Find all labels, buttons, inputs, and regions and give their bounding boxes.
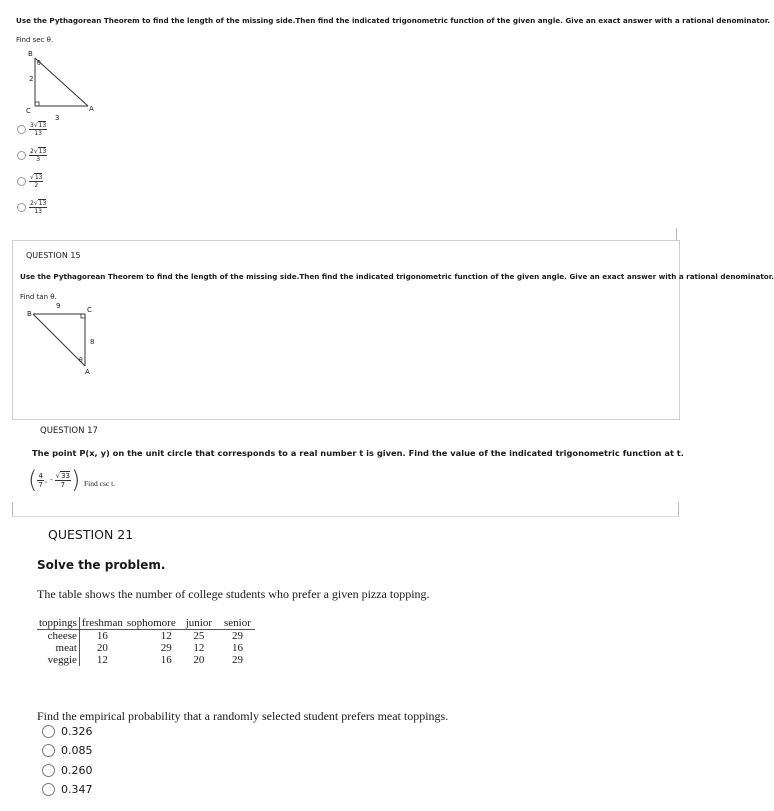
table-header: senior [220, 617, 255, 630]
q21-table [37, 617, 255, 666]
q15-angle-label: θ [79, 357, 83, 364]
table-cell: 12 [160, 630, 172, 642]
separator-tick-right [678, 502, 679, 516]
q14-side-vertical: 2 [29, 75, 34, 83]
q14-option-2-radio[interactable] [17, 151, 26, 160]
q14-side-horizontal: 3 [55, 114, 60, 122]
q21-option-2-radio[interactable] [42, 744, 55, 757]
q21-intro: The table shows the number of college students who prefer a given pizza topping. [37, 587, 430, 601]
q17-prompt: Find csc t. [84, 479, 116, 488]
separator-tick-left [12, 502, 13, 516]
q21-option-3-label: 0.260 [61, 764, 93, 777]
q14-vertex-a: A [89, 105, 94, 113]
table-header: junior [178, 617, 220, 630]
table-header: sophomore [126, 617, 176, 629]
q15-vertex-c: C [87, 306, 92, 314]
q15-side-vertical: 8 [90, 338, 95, 346]
q14-option-3-radio[interactable] [17, 177, 26, 186]
q15-header: QUESTION 15 [26, 251, 81, 260]
q15-panel [12, 240, 680, 420]
q14-prompt: Find sec θ. [16, 36, 54, 44]
q15-hypotenuse-line [33, 314, 85, 366]
table-cell: 16 [160, 654, 172, 666]
q21-option-1-radio[interactable] [42, 725, 55, 738]
q14-vertex-top: B [28, 50, 33, 58]
table-header: freshman [79, 617, 124, 630]
q21-option-4-radio[interactable] [42, 783, 55, 796]
table-row-label: cheese [37, 630, 79, 643]
separator-line [12, 516, 679, 517]
q17-point: ( $\frac{4}{7}$ , - $\frac{√33}{7}$ ) [28, 466, 81, 494]
q14-hypotenuse-line [35, 58, 88, 106]
table-row-label: meat [37, 642, 79, 654]
q14-option-1-radio[interactable] [17, 125, 26, 134]
q15-instruction: Use the Pythagorean Theorem to find the length of the missing side.Then find the indicated trigonometric function of the given angle. Give an exact answer with a rational denominator. [20, 272, 774, 281]
q15-prompt: Find tan θ. [20, 293, 57, 301]
table-cell: 12 [96, 654, 108, 666]
table-cell: 20 [96, 642, 108, 654]
table-cell: 29 [160, 642, 172, 654]
table-cell: 12 [193, 642, 205, 654]
q14-angle-label: θ [37, 60, 41, 67]
q15-vertex-b: B [27, 310, 32, 318]
table-cell: 25 [193, 630, 205, 642]
q14-instruction: Use the Pythagorean Theorem to find the length of the missing side.Then find the indicated trigonometric function of the given angle. Give an exact answer with a rational denominator. [16, 16, 770, 25]
table-header: toppings [37, 617, 79, 630]
q17-instruction: The point P(x, y) on the unit circle that corresponds to a real number t is given. Find the value of the indicated trigonometric function at t. [32, 448, 684, 458]
table-cell: 29 [231, 654, 243, 666]
table-row-label: veggie [37, 654, 79, 666]
q21-question: Find the empirical probability that a randomly selected student prefers meat toppings. [37, 709, 449, 723]
table-row [37, 654, 255, 666]
q15-vertex-a: A [85, 368, 90, 376]
table-cell: 16 [231, 642, 243, 654]
q14-option-4-radio[interactable] [17, 203, 26, 212]
table-cell: 16 [96, 630, 108, 642]
q15-right-angle-mark [81, 314, 85, 318]
q21-option-4-label: 0.347 [61, 783, 93, 796]
q21-option-2-label: 0.085 [61, 744, 93, 757]
table-row [37, 630, 255, 643]
table-row [37, 642, 255, 654]
q14-right-angle-mark [35, 102, 39, 106]
q21-header: QUESTION 21 [48, 527, 134, 542]
q21-option-3-radio[interactable] [42, 764, 55, 777]
table-cell: 20 [193, 654, 205, 666]
table-cell: 29 [231, 630, 243, 642]
q15-side-top: 9 [56, 302, 61, 310]
q17-header: QUESTION 17 [40, 426, 98, 436]
q21-option-1-label: 0.326 [61, 725, 93, 738]
q14-vertex-c: C [26, 107, 31, 115]
q21-subheader: Solve the problem. [37, 558, 166, 572]
table-header-row [37, 617, 255, 630]
